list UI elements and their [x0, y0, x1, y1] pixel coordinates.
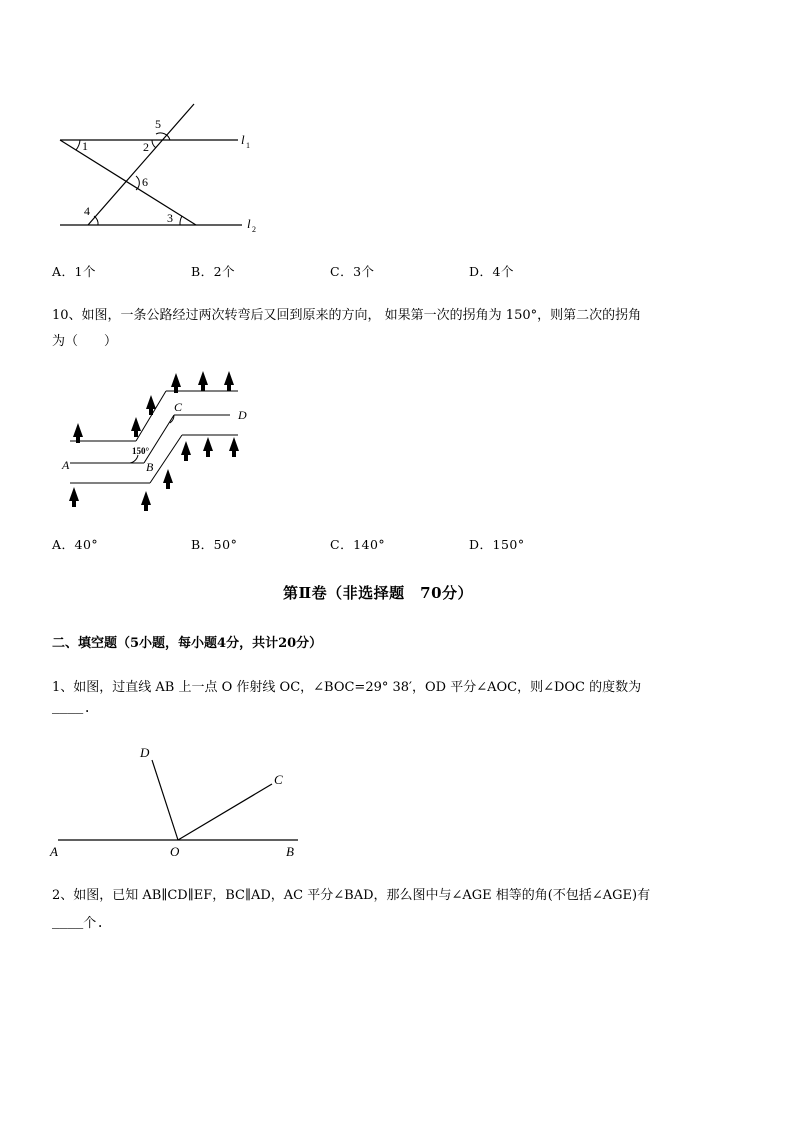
q10-text-line1: 10、如图，一条公路经过两次转弯后又回到原来的方向， 如果第一次的拐角为 150°，则第二次的拐角 [52, 308, 642, 323]
label-B: B [286, 844, 294, 859]
f1-text-line2: ____. [52, 701, 92, 716]
arc-angle-2 [152, 140, 156, 148]
tree-icon [224, 371, 234, 391]
q9-option-b: B．2个 [191, 264, 236, 279]
label-C: C [274, 772, 283, 787]
label-angle-1: 1 [82, 139, 88, 153]
label-D: D [238, 408, 247, 422]
f1-figure [48, 740, 308, 862]
q10-option-b: B．50° [191, 537, 238, 552]
tree-icon [229, 437, 239, 457]
f2-text-line2: ____个. [52, 916, 105, 931]
label-l1-sub: 1 [246, 141, 250, 150]
label-angle-150: 150° [132, 446, 150, 456]
label-C: C [174, 400, 183, 414]
q10-option-c: C．140° [330, 537, 386, 552]
q9-option-c: C．3个 [330, 264, 375, 279]
q9-figure [50, 98, 280, 238]
q10-option-a: A．40° [52, 537, 99, 552]
f1-text-line1: 1、如图，过直线 AB 上一点 O 作射线 OC，∠BOC=29° 38′，OD 平分∠AOC，则∠DOC 的度数为 [52, 680, 642, 695]
label-B: B [146, 460, 154, 474]
q10-option-d: D．150° [469, 537, 525, 552]
tree-icon [146, 395, 156, 415]
ray-OD [152, 760, 178, 840]
tree-icon [163, 469, 173, 489]
label-D: D [140, 745, 150, 760]
tree-icon [171, 373, 181, 393]
part2-title: 第Ⅱ卷（非选择题 70分） [283, 584, 474, 602]
tree-icon [73, 423, 83, 443]
f2-text-line1: 2、如图，已知 AB∥CD∥EF，BC∥AD，AC 平分∠BAD，那么图中与∠AGE 相等的角(不包括∠AGE)有 [52, 888, 651, 903]
arc-angle-1 [76, 140, 80, 150]
label-O: O [170, 844, 180, 859]
label-angle-6: 6 [142, 175, 148, 189]
label-angle-2: 2 [143, 140, 149, 154]
label-A: A [50, 844, 58, 859]
tree-icon [69, 487, 79, 507]
label-l2-sub: 2 [252, 225, 256, 234]
ray-OC [178, 784, 272, 840]
q9-option-a: A．1个 [52, 264, 96, 279]
transversal-2 [60, 140, 196, 225]
label-l1: l [241, 132, 245, 147]
label-angle-5: 5 [155, 117, 161, 131]
arc-angle-3 [180, 216, 182, 225]
section2-heading: 二、填空题（5小题，每小题4分，共计20分） [52, 636, 323, 651]
q10-figure [58, 365, 248, 515]
tree-icon [141, 491, 151, 511]
tree-icon [198, 371, 208, 391]
label-A: A [62, 458, 70, 472]
tree-icon [203, 437, 213, 457]
q9-option-d: D．4个 [469, 264, 514, 279]
tree-icon [181, 441, 191, 461]
label-angle-3: 3 [167, 211, 173, 225]
label-angle-4: 4 [84, 204, 90, 218]
label-l2: l [247, 216, 251, 231]
q10-text-line2: 为（ ） [52, 334, 118, 349]
tree-icon [131, 417, 141, 437]
transversal-1 [88, 104, 194, 225]
